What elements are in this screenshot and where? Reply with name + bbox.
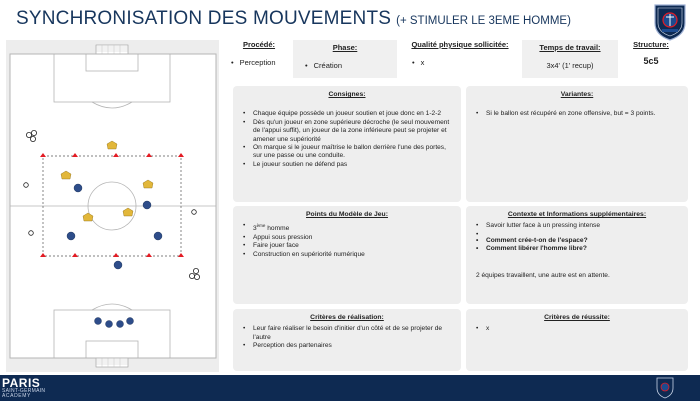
critere-item: • Perception des partenaires [243, 342, 451, 350]
consignes-list [243, 110, 451, 169]
points-item: • Appui sous pression [243, 234, 451, 242]
points-list [243, 222, 451, 259]
contexte-list [476, 222, 678, 253]
player-blue [67, 232, 75, 240]
qualite-value: • x [412, 58, 516, 67]
ball-icon [24, 183, 29, 188]
player-blue [127, 318, 134, 325]
temps-label: Temps de travail: [539, 43, 601, 52]
criteres-realisation-list [243, 325, 451, 350]
footer-brand-paris: PARIS [2, 376, 41, 390]
ball-icon [193, 268, 198, 273]
criteres-reussite-list [476, 325, 678, 333]
pitch-diagram-frame [6, 40, 219, 372]
player-blue [114, 261, 122, 269]
top-goal [96, 45, 128, 54]
variantes-list [476, 110, 678, 118]
ball-icon [30, 136, 35, 141]
points-item1-rest: homme [265, 225, 290, 233]
player-blue [74, 184, 82, 192]
points-item1-sup: ème [256, 223, 266, 229]
points-item: • Faire jouer face [243, 242, 451, 250]
critere-item: • Leur faire réaliser le besoin d'initier d'un côté et de se projeter de l'autre [243, 325, 451, 342]
qualite-cell [404, 40, 516, 67]
phase-value: • Création [305, 61, 397, 70]
footer-bar [0, 375, 700, 401]
consigne-item: • On marque si le joueur maîtrise le ballon derrière l'une des portes, sur une passe ou une conduite. [243, 144, 451, 161]
qualite-label: Qualité physique sollicitée: [411, 40, 509, 49]
ball-icon [189, 273, 194, 278]
contexte-question: • Comment crée-t-on de l'espace? [476, 237, 678, 245]
ball-icon [192, 210, 197, 215]
ball-icon [194, 274, 199, 279]
bottom-goal [96, 358, 128, 367]
reussite-item: • x [476, 325, 678, 333]
consigne-item: • Chaque équipe possède un joueur soutien et joue donc en 1-2-2 [243, 110, 451, 118]
contexte-item: • Savoir lutter face à un pressing intense [476, 222, 678, 230]
criteres-realisation-panel [233, 309, 461, 371]
structure-label: Structure: [633, 40, 669, 49]
player-blue [143, 201, 151, 209]
points-item1-num: 3 [253, 225, 257, 233]
procede-cell [228, 40, 290, 67]
contexte-note: 2 équipes travaillent, une autre est en attente. [476, 271, 610, 279]
ball-icon [29, 231, 34, 236]
contexte-question: • Comment libérer l'homme libre? [476, 245, 678, 253]
variantes-title: Variantes: [560, 91, 594, 98]
contexte-panel [466, 206, 688, 304]
footer-brand-academy: ACADEMY [2, 393, 31, 399]
points-title: Points du Modèle de Jeu: [306, 211, 388, 218]
consignes-title: Consignes: [328, 91, 366, 98]
ball-icon [31, 130, 36, 135]
temps-cell [522, 40, 618, 78]
contexte-title: Contexte et Informations supplémentaires: [507, 211, 647, 218]
variante-item: • Si le ballon est récupéré en zone offensive, but = 3 points. [476, 110, 678, 118]
temps-value: 3x4' (1' recup) [546, 61, 594, 70]
psg-academy-crest-icon [652, 3, 688, 41]
title-main: SYNCHRONISATION DES MOUVEMENTS [16, 8, 392, 29]
footer-crest-icon [655, 377, 675, 399]
points-item [243, 222, 451, 234]
phase-label: Phase: [332, 43, 358, 52]
consigne-item: • Dès qu'un joueur en zone supérieure décroche (le seul mouvement de l'appui suffit), un joueur de la zone inférieure peut se projeter et amener une supériorité [243, 119, 451, 144]
points-panel [233, 206, 461, 304]
footer-brand-psg: SAINT-GERMAIN [2, 388, 46, 394]
criteres-reussite-title: Critères de réussite: [544, 314, 610, 321]
player-blue [117, 321, 124, 328]
consignes-panel [233, 86, 461, 202]
points-item: • Construction en supériorité numérique [243, 251, 451, 259]
page-title [16, 8, 571, 32]
title-sub: (+ STIMULER LE 3EME HOMME) [396, 15, 571, 27]
variantes-panel [466, 86, 688, 202]
criteres-reussite-panel [466, 309, 688, 371]
player-blue [95, 318, 102, 325]
player-blue [154, 232, 162, 240]
criteres-realisation-title: Critères de réalisation: [310, 314, 384, 321]
structure-value: 5c5 [643, 56, 659, 66]
structure-cell [622, 40, 680, 66]
player-blue [106, 321, 113, 328]
phase-cell [293, 40, 397, 78]
consigne-item: • Le joueur soutien ne défend pas [243, 161, 451, 169]
pitch-diagram [6, 40, 219, 372]
procede-label: Procédé: [242, 40, 276, 49]
ball-icon [26, 132, 31, 137]
procede-value: • Perception [231, 58, 290, 67]
